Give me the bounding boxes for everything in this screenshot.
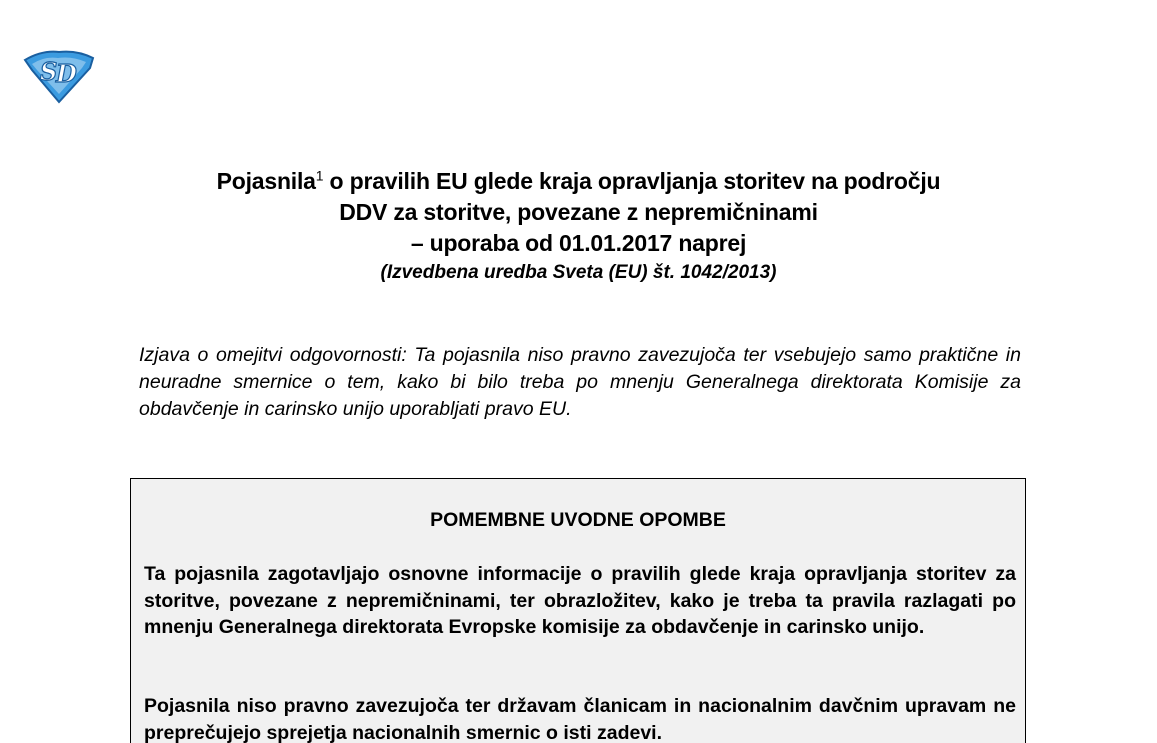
document-subtitle: (Izvedbena uredba Sveta (EU) št. 1042/2013) (380, 262, 777, 283)
important-notes-box (130, 478, 1026, 743)
notice-paragraph: Pojasnila niso pravno zavezujoča ter državam članicam in nacionalnim davčnim upravam ne preprečujejo sprejetja nacionalnih smernic o isti zadevi. (144, 695, 1016, 743)
sd-logo-icon (22, 48, 96, 104)
footnote-reference[interactable]: 1 (315, 167, 324, 184)
title-suffix: o pravilih EU glede kraja opravljanja storitev na področju (323, 168, 941, 194)
shield-logo-graphic (22, 48, 96, 104)
title-line-3: – uporaba od 01.01.2017 naprej (410, 230, 747, 256)
svg-text:D: D (56, 59, 77, 88)
notice-paragraph: Ta pojasnila zagotavljajo osnovne informacije o pravilih glede kraja opravljanja storitev za storitve, povezane z nepremičninami, ter obrazložitev, kako je treba ta pravila razlagati po mnenju Generalnega direktorata Evropske komisije za obdavčenje in carinsko unijo. (144, 563, 1016, 638)
notice-heading: POMEMBNE UVODNE OPOMBE (430, 509, 726, 531)
title-line-1 (0, 166, 1157, 197)
title-prefix: Pojasnila (216, 168, 316, 194)
document-title (0, 166, 1157, 287)
title-line-2: DDV za storitve, povezane z nepremičninami (339, 199, 818, 225)
svg-text:S: S (40, 57, 58, 86)
disclaimer-text: Izjava o omejitvi odgovornosti: Ta pojasnila niso pravno zavezujoča ter vsebujejo samo praktične in neuradne smernice o tem, kako bi bilo treba po mnenju Generalnega direktorata Komisije za obdavčenje in carinsko unijo uporabljati pravo EU. (139, 344, 1021, 420)
